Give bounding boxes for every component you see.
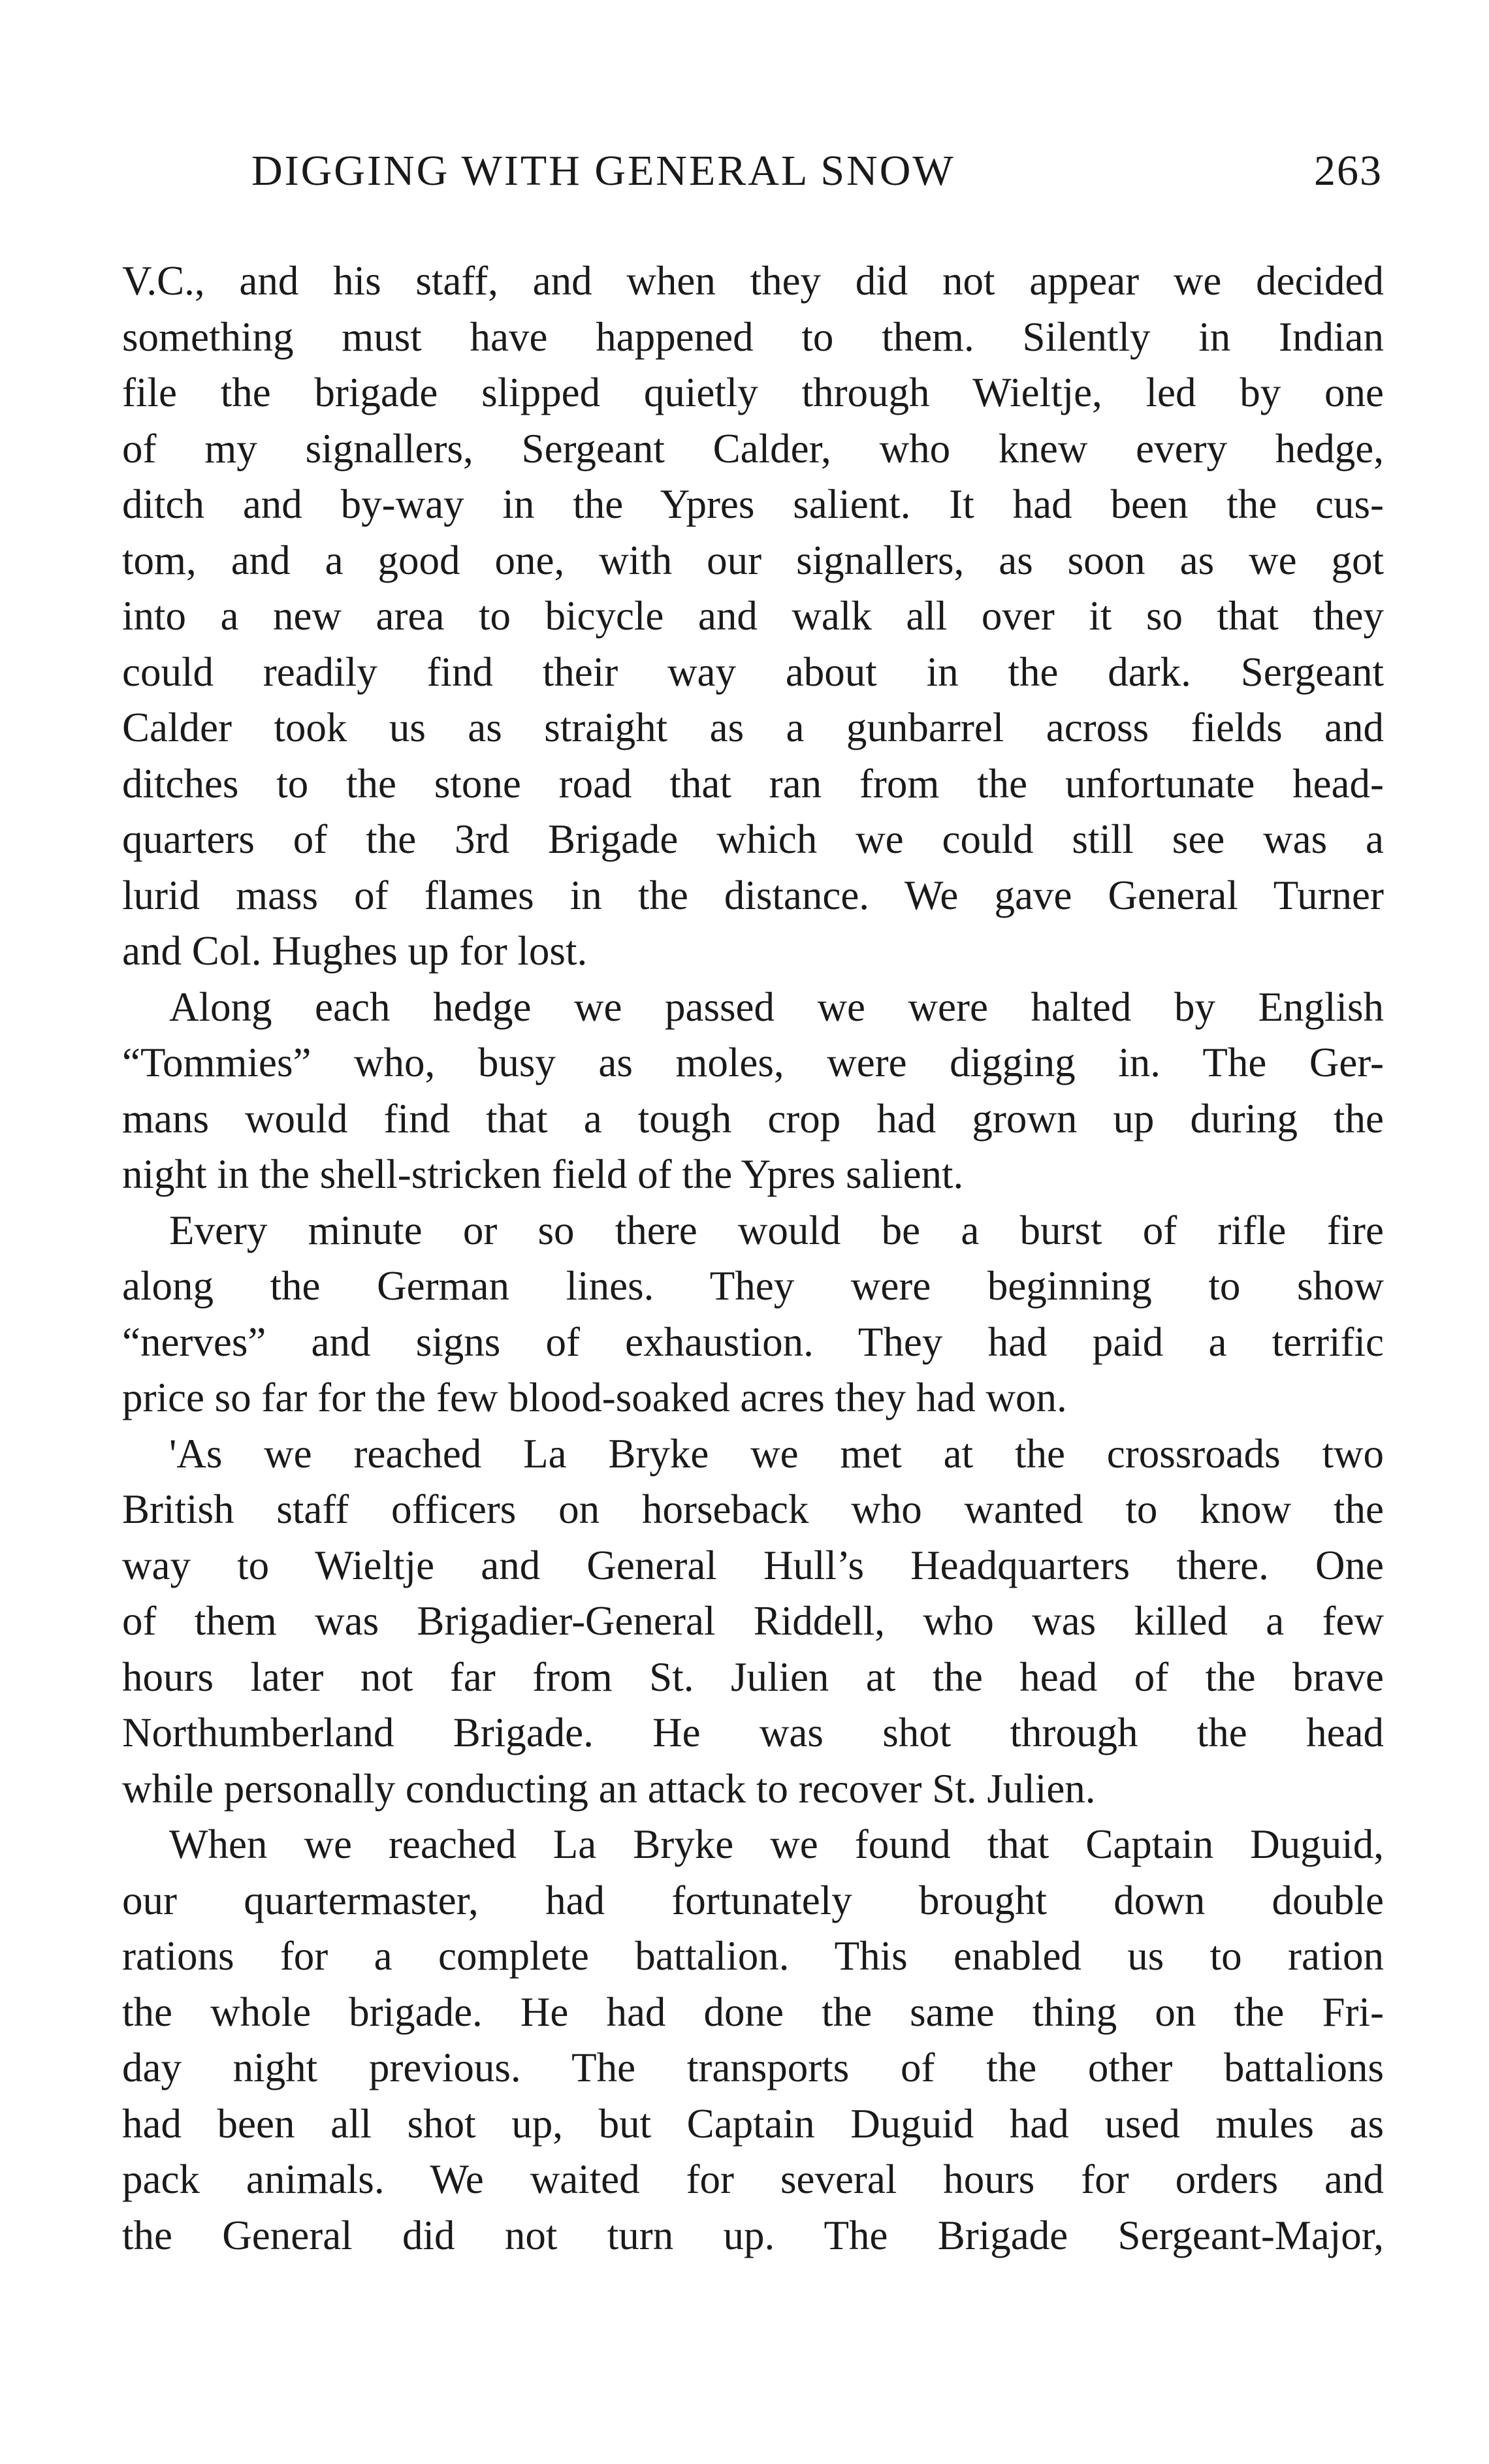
text-line: something must have happened to them. Silently in Indian bbox=[122, 313, 1384, 360]
text-line: mans would find that a tough crop had grown up during the bbox=[122, 1095, 1384, 1142]
text-line: along the German lines. They were beginning to show bbox=[122, 1263, 1384, 1309]
text-line: “nerves” and signs of exhaustion. They had paid a terrific bbox=[122, 1319, 1384, 1365]
text-line: tom, and a good one, with our signallers, as soon as we got bbox=[122, 537, 1384, 583]
text-line: quarters of the 3rd Brigade which we could still see was a bbox=[122, 816, 1384, 862]
text-line: night in the shell-stricken field of the Ypres salient. bbox=[122, 1151, 964, 1197]
text-line: Every minute or so there would be a burst of rifle fire bbox=[169, 1207, 1384, 1253]
text-line: “Tommies” who, busy as moles, were digging in. The Ger- bbox=[122, 1040, 1384, 1085]
text-line: pack animals. We waited for several hours for orders and bbox=[122, 2156, 1384, 2202]
text-line: V.C., and his staff, and when they did not appear we decided bbox=[122, 258, 1384, 304]
text-line: Calder took us as straight as a gunbarrel across fields and bbox=[122, 705, 1384, 750]
text-line: file the brigade slipped quietly through Wieltje, led by one bbox=[122, 370, 1384, 415]
text-line: while personally conducting an attack to recover St. Julien. bbox=[122, 1765, 1096, 1812]
text-line: ditch and by-way in the Ypres salient. It had been the cus- bbox=[122, 481, 1384, 527]
running-header bbox=[251, 145, 1383, 197]
text-line: the General did not turn up. The Brigade Sergeant-Major, bbox=[122, 2212, 1384, 2258]
text-line: of my signallers, Sergeant Calder, who knew every hedge, bbox=[122, 425, 1384, 472]
text-line: price so far for the few blood-soaked acres they had won. bbox=[122, 1375, 1067, 1420]
text-line: Northumberland Brigade. He was shot through the head bbox=[122, 1710, 1384, 1755]
text-line: Along each hedge we passed we were halted by English bbox=[169, 984, 1384, 1030]
text-line: hours later not far from St. Julien at the head of the brave bbox=[122, 1654, 1384, 1700]
text-line: had been all shot up, but Captain Duguid had used mules as bbox=[122, 2100, 1384, 2147]
text-line: our quartermaster, had fortunately brought down double bbox=[122, 1877, 1384, 1923]
page-number: 263 bbox=[1314, 147, 1383, 195]
text-line: could readily find their way about in the dark. Sergeant bbox=[122, 648, 1384, 695]
text-line: British staff officers on horseback who wanted to know the bbox=[122, 1486, 1384, 1532]
text-line: rations for a complete battalion. This enabled us to ration bbox=[122, 1933, 1384, 1979]
text-line: ditches to the stone road that ran from the unfortunate head- bbox=[122, 760, 1384, 807]
text-line: way to Wieltje and General Hull’s Headquarters there. One bbox=[122, 1542, 1384, 1588]
text-line: 'As we reached La Bryke we met at the crossroads two bbox=[169, 1430, 1384, 1477]
body-text bbox=[122, 253, 1384, 2264]
text-line: lurid mass of flames in the distance. We gave General Turner bbox=[122, 872, 1384, 918]
text-line: into a new area to bicycle and walk all over it so that they bbox=[122, 593, 1384, 639]
text-line: day night previous. The transports of the other battalions bbox=[122, 2045, 1384, 2090]
text-line: When we reached La Bryke we found that Captain Duguid, bbox=[169, 1821, 1384, 1867]
text-line: and Col. Hughes up for lost. bbox=[122, 928, 588, 974]
text-line: of them was Brigadier-General Riddell, who was killed a few bbox=[122, 1598, 1384, 1644]
text-line: the whole brigade. He had done the same thing on the Fri- bbox=[122, 1989, 1384, 2035]
running-title: DIGGING WITH GENERAL SNOW bbox=[251, 147, 955, 195]
